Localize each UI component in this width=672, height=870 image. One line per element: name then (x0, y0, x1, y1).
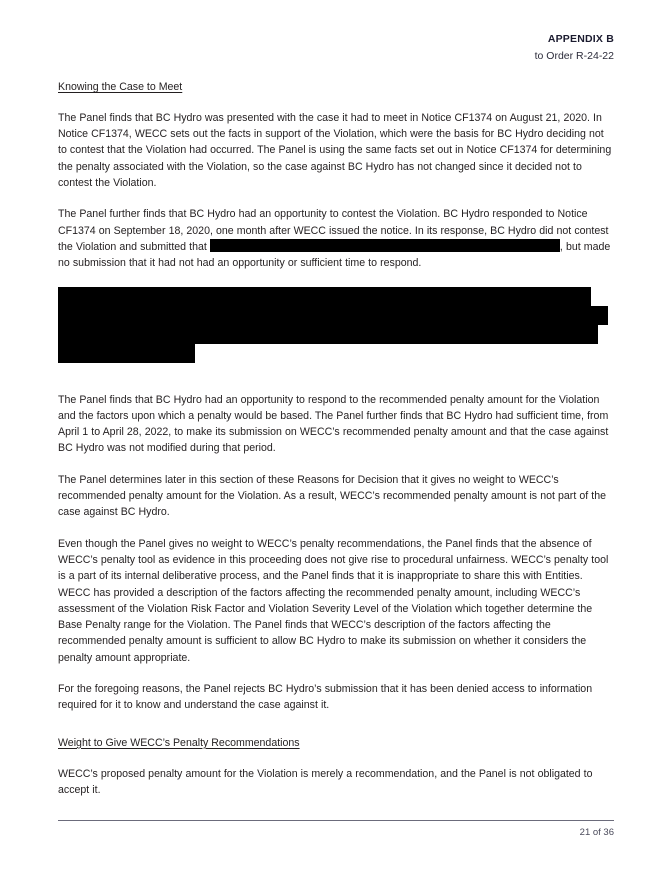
paragraph-5: Even though the Panel gives no weight to WECC’s penalty recommendations, the Panel finds that the absence of WECC’s penalty tool as evidence in this proceeding does not give rise to procedural unfairness. WECC’s penalty tool is a part of its internal deliberative process, and the Panel finds that it is inappropriate to share this with Entities. WECC has provided a description of the factors affecting the recommended penalty amount, including WECC’s assessment of the Violation Risk Factor and Violation Severity Level of the Violation which together determine the Base Penalty range for the Violation. The Panel finds that WECC’s description of the factors affecting the recommended penalty amount is sufficient to allow BC Hydro to make its submission on whether it considers the penalty amount appropriate. (58, 537, 609, 664)
redacted-paragraph-block (58, 287, 614, 363)
order-reference-label: to Order R-24-22 (534, 50, 614, 63)
section-heading-knowing-the-case-to-meet: Knowing the Case to Meet (58, 81, 183, 93)
section-heading-weight-to-give-wecc-penalty-recommendations: Weight to Give WECC’s Penalty Recommendations (58, 736, 300, 749)
redaction-bar-block-line-1 (58, 287, 591, 306)
document-header (535, 32, 614, 64)
block-spacer (58, 378, 614, 392)
redaction-bar-block-line-2 (58, 306, 608, 325)
footer-divider (58, 820, 614, 821)
redaction-bar-block-line-3 (58, 325, 598, 344)
paragraph-6: For the foregoing reasons, the Panel rejects BC Hydro’s submission that it has been denied access to information required for it to know and understand the case against it. (58, 683, 593, 712)
paragraph-7: WECC’s proposed penalty amount for the Violation is merely a recommendation, and the Panel is not obligated to accept it. (58, 767, 593, 796)
paragraph-3: The Panel finds that BC Hydro had an opportunity to respond to the recommended penalty amount for the Violation and the factors upon which a penalty would be based. The Panel further finds that BC Hydro had sufficient time, from April 1 to April 28, 2022, to make its submission on WECC’s recommended penalty amount and that the case against BC Hydro was not modified during that period. (58, 393, 609, 455)
paragraph-2 (58, 206, 614, 271)
paragraph-1: The Panel finds that BC Hydro was presented with the case it had to meet in Notice CF1374 on August 21, 2020. In Notice CF1374, WECC sets out the facts in support of the Violation, which were the basis for BC Hydro deciding not to contest that the Violation had occurred. The Panel is using the same facts set out in Notice CF1374 for determining the penalty associated with the Violation, so the case against BC Hydro has not changed since it decided not to contest the Violation. (58, 111, 612, 190)
paragraph-4: The Panel determines later in this section of these Reasons for Decision that it gives no weight to WECC’s recommended penalty amount for the Violation. As a result, WECC’s recommended penalty amount is not part of the case against BC Hydro. (58, 473, 607, 519)
document-footer (58, 820, 614, 838)
paragraph-2-text-after-redaction: , but made no submission that it had not had an opportunity or sufficient time to respond. (58, 240, 611, 270)
page-number-label: 21 of 36 (579, 827, 614, 838)
redaction-bar-block-line-4 (58, 344, 195, 363)
paragraph-2-text-before-redaction: The Panel further finds that BC Hydro had an opportunity to contest the Violation. BC Hydro responded to Notice CF1374 on September 18, 2020, one month after WECC issued the notice. In its response, BC Hydro did not contest the Violation and submitted that (58, 208, 609, 253)
redaction-bar-inline-1 (210, 239, 507, 252)
redaction-bar-inline-2 (507, 239, 560, 252)
appendix-label: APPENDIX B (547, 33, 614, 45)
section-heading-2-wrapper (58, 736, 614, 752)
document-body (58, 80, 614, 813)
